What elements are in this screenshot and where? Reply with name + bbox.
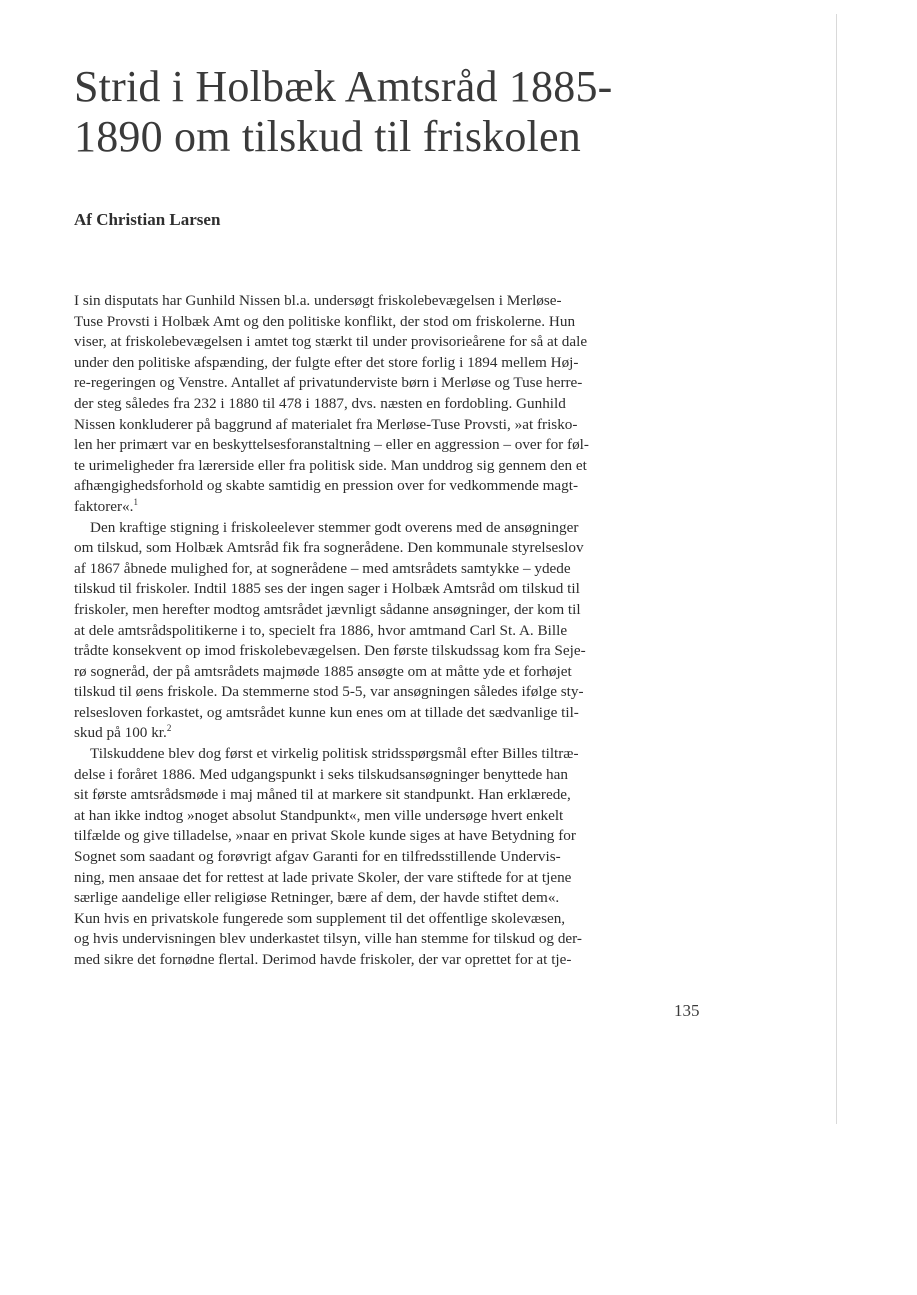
text-line: at dele amtsrådspolitikerne i to, specielt fra 1886, hvor amtmand Carl St. A. Bille [74, 621, 568, 639]
text-line: tilskud til friskoler. Indtil 1885 ses der ingen sager i Holbæk Amtsråd om tilskud til [74, 580, 580, 598]
text-line: afhængighedsforhold og skabte samtidig en pression over for vedkommende magt- [74, 477, 579, 495]
text-line-content: faktorer«. [74, 497, 134, 515]
author-byline: Af Christian Larsen [74, 210, 221, 229]
text-line: len her primært var en beskyttelsesforanstaltning – eller en aggression – over for føl- [74, 436, 589, 454]
text-line: Sognet som saadant og forøvrigt afgav Garanti for en tilfredsstillende Undervis- [74, 848, 561, 866]
page-edge-line [836, 14, 837, 1124]
footnote-mark: 1 [133, 496, 138, 507]
text-line: med sikre det fornødne flertal. Derimod havde friskoler, der var oprettet for at tje- [74, 951, 572, 968]
text-line: af 1867 åbnede mulighed for, at sognerådene – med amtsrådets samtykke – ydede [74, 559, 571, 577]
text-line: Kun hvis en privatskole fungerede som supplement til det offentlige skolevæsen, [74, 909, 566, 927]
text-line: friskoler, men herefter modtog amtsrådet jævnligt sådanne ansøgninger, der kom til [74, 600, 581, 618]
text-line: under den politiske afspænding, der fulgte efter det store forlig i 1894 mellem Høj- [74, 353, 579, 371]
text-line: Nissen konkluderer på baggrund af materialet fra Merløse-Tuse Provsti, »at frisko- [74, 415, 578, 433]
text-line: særlige aandelige eller religiøse Retninger, bære af dem, der havde stiftet dem«. [74, 889, 560, 907]
text-line: te urimeligheder fra lærerside eller fra politisk side. Man unddrog sig gennem den et [74, 456, 587, 474]
article-body [74, 291, 714, 971]
paragraph-start-line: Den kraftige stigning i friskoleelever stemmer godt overens med de ansøgninger [90, 518, 579, 536]
text-line: re-regeringen og Venstre. Antallet af privatunderviste børn i Merløse og Tuse herre- [74, 374, 583, 392]
text-line: og hvis undervisningen blev underkastet tilsyn, ville han stemme for tilskud og der- [74, 930, 582, 948]
text-line: I sin disputats har Gunhild Nissen bl.a. undersøgt friskolebevægelsen i Merløse- [74, 292, 562, 309]
title-line: Strid i Holbæk Amtsråd 1885- [74, 62, 613, 111]
text-line: om tilskud, som Holbæk Amtsråd fik fra sognerådene. Den kommunale styrelseslov [74, 539, 584, 557]
text-line-with-footnote [74, 723, 714, 744]
text-line: relsesloven forkastet, og amtsrådet kunne kun enes om at tillade det sædvanlige til- [74, 703, 579, 721]
article-title [74, 62, 694, 162]
text-line: ning, men ansaae det for rettest at lade private Skoler, der vare stiftede for at tjene [74, 868, 572, 886]
text-line: der steg således fra 232 i 1880 til 478 i 1887, dvs. næsten en fordobling. Gunhild [74, 394, 566, 412]
text-line-content: skud på 100 kr. [74, 724, 167, 742]
text-line-with-footnote [74, 497, 714, 518]
text-line: tilfælde og give tilladelse, »naar en privat Skole kunde siges at have Betydning for [74, 827, 576, 845]
text-line: trådte konsekvent op imod friskolebevægelsen. Den første tilskudssag kom fra Seje- [74, 642, 586, 660]
page-number: 135 [674, 1001, 700, 1020]
text-line: viser, at friskolebevægelsen i amtet tog stærkt til under provisorieårene for så at dale [74, 333, 588, 351]
text-line: delse i foråret 1886. Med udgangspunkt i seks tilskudsansøgninger benyttede han [74, 765, 568, 783]
text-line: at han ikke indtog »noget absolut Standpunkt«, men ville undersøge hvert enkelt [74, 806, 564, 824]
paragraph-start-line: Tilskuddene blev dog først et virkelig politisk stridsspørgsmål efter Billes tiltræ- [90, 745, 579, 763]
text-line: Tuse Provsti i Holbæk Amt og den politiske konflikt, der stod om friskolerne. Hun [74, 312, 576, 330]
footnote-mark: 2 [166, 723, 172, 734]
title-line: 1890 om tilskud til friskolen [74, 112, 581, 161]
text-line: rø sogneråd, der på amtsrådets majmøde 1885 ansøgte om at måtte yde et forhøjet [74, 662, 572, 680]
text-line: sit første amtsrådsmøde i maj måned til at markere sit standpunkt. Han erklærede, [74, 786, 571, 804]
text-line: tilskud til øens friskole. Da stemmerne stod 5-5, var ansøgningen således ifølge sty- [74, 683, 584, 701]
